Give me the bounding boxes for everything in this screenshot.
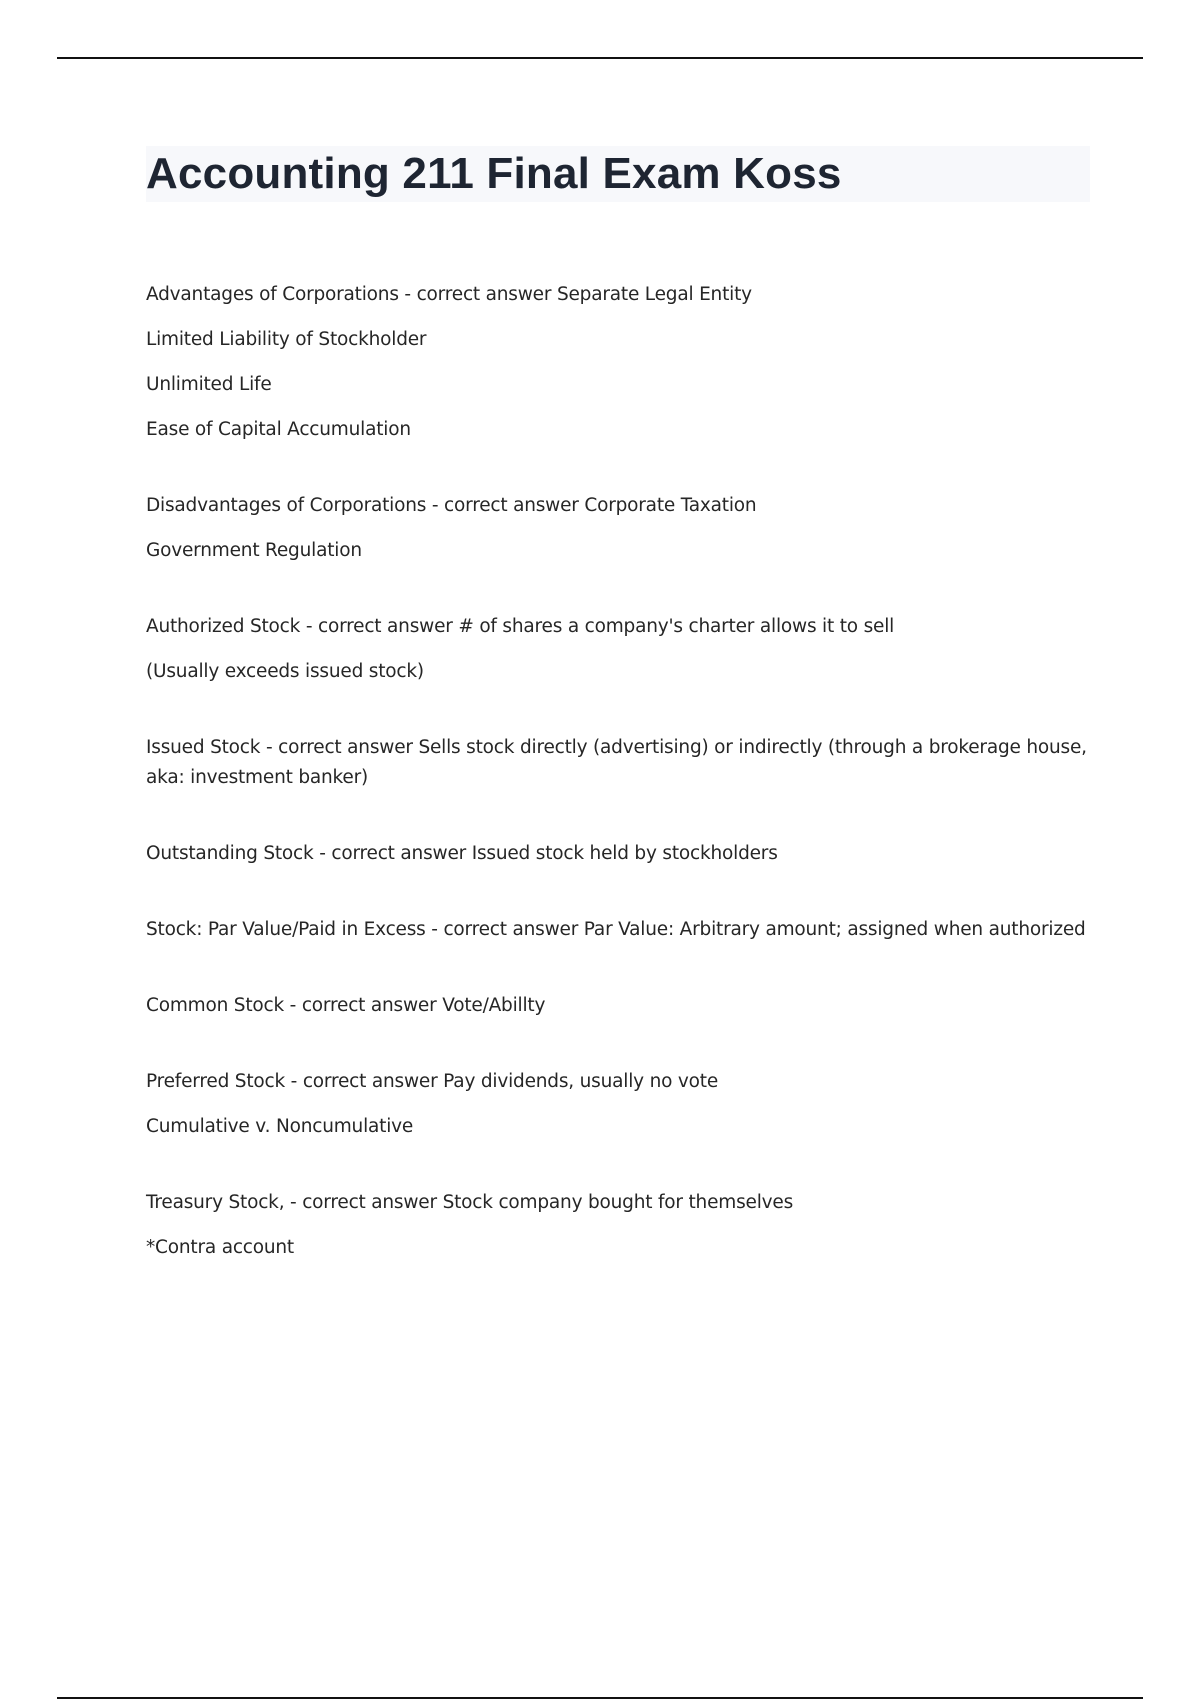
qa-line: Stock: Par Value/Paid in Excess - correct answer Par Value: Arbitrary amount; assigned when authorized <box>146 919 1086 940</box>
qa-line: Advantages of Corporations - correct answer Separate Legal Entity <box>146 284 752 305</box>
qa-line: Cumulative v. Noncumulative <box>146 1116 414 1137</box>
qa-card-outstanding-stock <box>146 839 1090 869</box>
qa-line: Common Stock - correct answer Vote/Abillty <box>146 995 546 1016</box>
document-body <box>146 146 1090 1309</box>
bottom-rule <box>57 1697 1143 1699</box>
page-title: Accounting 211 Final Exam Koss <box>146 149 842 198</box>
qa-card-disadvantages <box>146 491 1090 566</box>
qa-line: Issued Stock - correct answer Sells stock directly (advertising) or indirectly (through a brokerage house, aka: investment banker) <box>146 737 1087 788</box>
qa-line: Government Regulation <box>146 540 362 561</box>
qa-line: Limited Liability of Stockholder <box>146 329 427 350</box>
qa-card-par-value <box>146 915 1090 945</box>
qa-card-advantages <box>146 280 1090 445</box>
qa-card-issued-stock <box>146 733 1090 793</box>
qa-line: Disadvantages of Corporations - correct answer Corporate Taxation <box>146 495 757 516</box>
qa-line: Unlimited Life <box>146 374 272 395</box>
qa-card-treasury-stock <box>146 1188 1090 1263</box>
top-rule <box>57 57 1143 59</box>
qa-line: Authorized Stock - correct answer # of shares a company's charter allows it to sell <box>146 616 895 637</box>
qa-line: Treasury Stock, - correct answer Stock company bought for themselves <box>146 1192 794 1213</box>
title-band <box>146 146 1090 202</box>
qa-card-authorized-stock <box>146 612 1090 687</box>
qa-line: *Contra account <box>146 1237 294 1258</box>
qa-card-preferred-stock <box>146 1067 1090 1142</box>
qa-line: (Usually exceeds issued stock) <box>146 661 424 682</box>
qa-line: Outstanding Stock - correct answer Issued stock held by stockholders <box>146 843 778 864</box>
qa-line: Ease of Capital Accumulation <box>146 419 411 440</box>
qa-card-common-stock <box>146 991 1090 1021</box>
qa-line: Preferred Stock - correct answer Pay dividends, usually no vote <box>146 1071 719 1092</box>
